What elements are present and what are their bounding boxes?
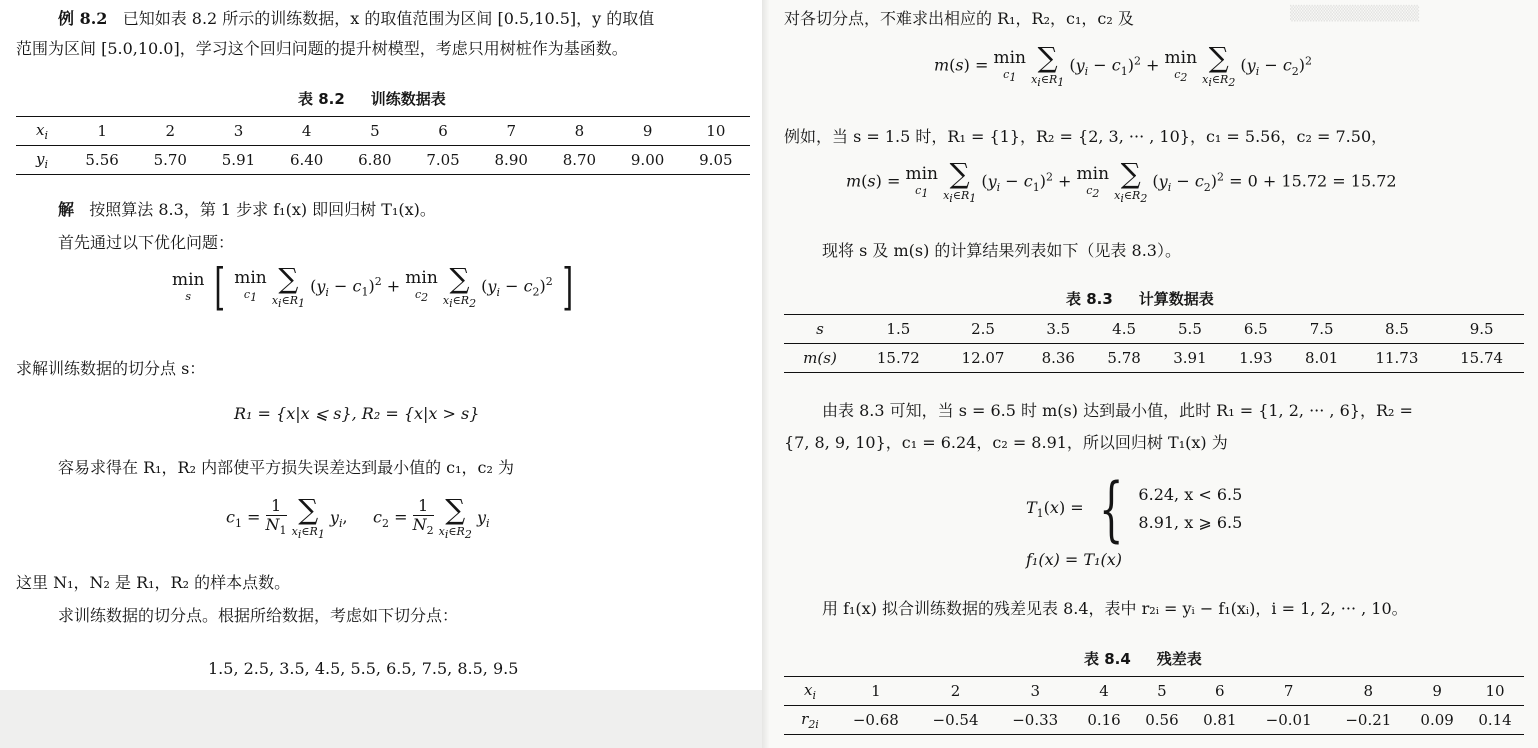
- table-8-2-title: 训练数据表: [370, 90, 446, 108]
- table-cell: 1: [68, 117, 136, 146]
- table-cell: 0.09: [1408, 706, 1466, 735]
- table-8-4-number: 表 8.4: [1084, 650, 1131, 668]
- top-text: 对各切分点，不难求出相应的 R₁，R₂，c₁，c₂ 及: [784, 9, 1134, 28]
- cut-points: 1.5, 2.5, 3.5, 4.5, 5.5, 6.5, 7.5, 8.5, 9.5: [208, 659, 519, 678]
- table-cell: 0.14: [1466, 706, 1524, 735]
- table-cell: 10: [1466, 677, 1524, 706]
- conclusion-line-2: {7, 8, 9, 10}，c₁ = 6.24，c₂ = 8.91，所以回归树 T₁(x) 为: [784, 433, 1228, 452]
- optimization-equation: min s [ min $c_1$ ∑ $x_i\in R_1$ $(y_i - c_1)^2$ + min $c_2$ ∑ $x_i\in R_2$ $(y_i - c_2)^2$ ]: [172, 258, 574, 316]
- left-page: [0, 0, 762, 748]
- table-cell: 7.5: [1289, 315, 1355, 344]
- table-8-3-number: 表 8.3: [1066, 290, 1113, 308]
- table-cell: 6.80: [341, 146, 409, 175]
- table-cell: 5.5: [1157, 315, 1223, 344]
- intro-line-1: 已知如表 8.2 所示的训练数据，x 的取值范围为区间 [0.5,10.5]，y 的取值: [122, 9, 655, 28]
- table-cell: 0.56: [1133, 706, 1191, 735]
- table-cell: 6: [409, 117, 477, 146]
- solve-text: 求解训练数据的切分点 s：: [16, 359, 206, 378]
- table-cell: −0.33: [995, 706, 1075, 735]
- residual-text: 用 f₁(x) 拟合训练数据的残差见表 8.4，表中 r₂ᵢ = yᵢ − f₁(xᵢ)，i = 1, 2, ··· , 10。: [822, 599, 1408, 618]
- table-header-x: $x_i$: [16, 117, 68, 146]
- page-edge-shadow: [0, 690, 762, 748]
- table-8-4: [784, 676, 1524, 735]
- table-row: [16, 117, 750, 146]
- table-cell: 9: [614, 117, 682, 146]
- example-text: 例如，当 s = 1.5 时，R₁ = {1}，R₂ = {2, 3, ··· , 10}，c₁ = 5.56，c₂ = 7.50，: [784, 127, 1388, 146]
- table-cell: 0.81: [1191, 706, 1249, 735]
- table-cell: 9.00: [614, 146, 682, 175]
- table-cell: 2: [136, 117, 204, 146]
- n-text: 这里 N₁，N₂ 是 R₁，R₂ 的样本点数。: [16, 573, 291, 592]
- table-cell: 5.56: [68, 146, 136, 175]
- table-cell: 5: [341, 117, 409, 146]
- table-cell: 2: [916, 677, 996, 706]
- table-8-4-caption: [1084, 648, 1202, 669]
- table-cell: 8.36: [1025, 344, 1091, 373]
- table-cell: 15.74: [1439, 344, 1524, 373]
- table-cell: 9.5: [1439, 315, 1524, 344]
- table-cell: 7: [477, 117, 545, 146]
- f1-equation: f₁(x) = T₁(x): [1026, 550, 1123, 569]
- table-cell: 1: [836, 677, 916, 706]
- table-cell: 3.5: [1025, 315, 1091, 344]
- table-8-4-title: 残差表: [1156, 650, 1202, 668]
- table-cell: 10: [682, 117, 750, 146]
- table-cell: 3: [204, 117, 272, 146]
- table-cell: −0.01: [1249, 706, 1329, 735]
- table-cell: 8: [545, 117, 613, 146]
- table-cell: 6.40: [273, 146, 341, 175]
- example-label: 例 8.2: [58, 9, 108, 28]
- table-cell: −0.68: [836, 706, 916, 735]
- table-8-3: [784, 314, 1524, 373]
- right-page: [770, 0, 1538, 748]
- table-cell: 3.91: [1157, 344, 1223, 373]
- table-cell: 8.70: [545, 146, 613, 175]
- table-cell: 4: [273, 117, 341, 146]
- table-cell: 11.73: [1355, 344, 1440, 373]
- table-row: [784, 706, 1524, 735]
- table-cell: −0.54: [916, 706, 996, 735]
- table-8-2-caption: [298, 88, 446, 109]
- table-cell: 6.5: [1223, 315, 1289, 344]
- table-row: [784, 344, 1524, 373]
- table-header-r: $r_{2i}$: [784, 706, 836, 735]
- region-equation: R₁ = {x|x ⩽ s}, R₂ = {x|x > s}: [234, 404, 480, 423]
- table-cell: 15.72: [856, 344, 941, 373]
- first-text: 首先通过以下优化问题：: [58, 233, 235, 252]
- table-cell: 8: [1328, 677, 1408, 706]
- table-cell: 5.70: [136, 146, 204, 175]
- t1-piecewise: $T_1(x)$ = { 6.24, x < 6.5 8.91, x ⩾ 6.5: [1026, 468, 1243, 550]
- table-row: [784, 677, 1524, 706]
- table-cell: 7: [1249, 677, 1329, 706]
- table-8-3-title: 计算数据表: [1138, 290, 1214, 308]
- table-cell: −0.21: [1328, 706, 1408, 735]
- table-header-s: s: [784, 315, 856, 344]
- c-formula: $c_1$ = $\frac{1}{N_1}$ ∑ $x_i\in R_1$ $y_i$, $c_2$ = $\frac{1}{N_2}$ ∑ $x_i\in R_2$ $y_i$: [226, 493, 490, 542]
- t1-case-2: 8.91, x ⩾ 6.5: [1138, 513, 1243, 532]
- ms-definition: m(s) = min $c_1$ ∑ $x_i\in R_1$ $(y_i - c_1)^2$ + min $c_2$ ∑ $x_i\in R_2$ $(y_i - c_2)^2$: [934, 41, 1313, 90]
- table-8-2: [16, 116, 750, 175]
- conclusion-line-1: 由表 8.3 可知，当 s = 6.5 时 m(s) 达到最小值，此时 R₁ = {1, 2, ··· , 6}，R₂ =: [822, 401, 1413, 420]
- table-cell: 1.93: [1223, 344, 1289, 373]
- table-cell: 6: [1191, 677, 1249, 706]
- table-cell: 12.07: [941, 344, 1026, 373]
- table-cell: 0.16: [1075, 706, 1133, 735]
- table-cell: 2.5: [941, 315, 1026, 344]
- table-cell: 8.90: [477, 146, 545, 175]
- table-row: [784, 315, 1524, 344]
- cut-text: 求训练数据的切分点。根据所给数据，考虑如下切分点：: [58, 606, 459, 625]
- table-cell: 4.5: [1091, 315, 1157, 344]
- table-8-3-caption: [1066, 288, 1214, 309]
- example-heading: [58, 8, 654, 30]
- book-gutter: [762, 0, 770, 748]
- bleed-through-text: ▒▒▒▒▒▒▒▒▒▒▒▒: [1290, 6, 1420, 22]
- easy-text: 容易求得在 R₁，R₂ 内部使平方损失误差达到最小值的 c₁，c₂ 为: [58, 458, 515, 477]
- table-cell: 8.5: [1355, 315, 1440, 344]
- table-header-x: $x_i$: [784, 677, 836, 706]
- ms-result: = 0 + 15.72 = 15.72: [1229, 171, 1397, 191]
- table-header-y: $y_i$: [16, 146, 68, 175]
- table-cell: 5.78: [1091, 344, 1157, 373]
- table-cell: 7.05: [409, 146, 477, 175]
- table-8-2-number: 表 8.2: [298, 90, 345, 108]
- t1-case-1: 6.24, x < 6.5: [1138, 485, 1243, 504]
- table-cell: 1.5: [856, 315, 941, 344]
- solution-text: 按照算法 8.3，第 1 步求 f₁(x) 即回归树 T₁(x)。: [89, 200, 436, 219]
- table-cell: 5.91: [204, 146, 272, 175]
- table-cell: 3: [995, 677, 1075, 706]
- table-row: [16, 146, 750, 175]
- list-text: 现将 s 及 m(s) 的计算结果列表如下（见表 8.3）。: [822, 241, 1181, 260]
- table-cell: 4: [1075, 677, 1133, 706]
- table-cell: 9.05: [682, 146, 750, 175]
- table-cell: 8.01: [1289, 344, 1355, 373]
- solution-label: 解: [58, 200, 75, 219]
- table-cell: 5: [1133, 677, 1191, 706]
- table-header-ms: m(s): [784, 344, 856, 373]
- table-cell: 9: [1408, 677, 1466, 706]
- solution-paragraph: [58, 199, 436, 221]
- ms-example: m(s) = min $c_1$ ∑ $x_i\in R_1$ $(y_i - c_1)^2$ + min $c_2$ ∑ $x_i\in R_2$ $(y_i - c_2)^2 = 0 + 15.72 = 15.72$: [846, 157, 1397, 206]
- intro-line-2: 范围为区间 [5.0,10.0]，学习这个回归问题的提升树模型，考虑只用树桩作为基函数。: [16, 39, 628, 58]
